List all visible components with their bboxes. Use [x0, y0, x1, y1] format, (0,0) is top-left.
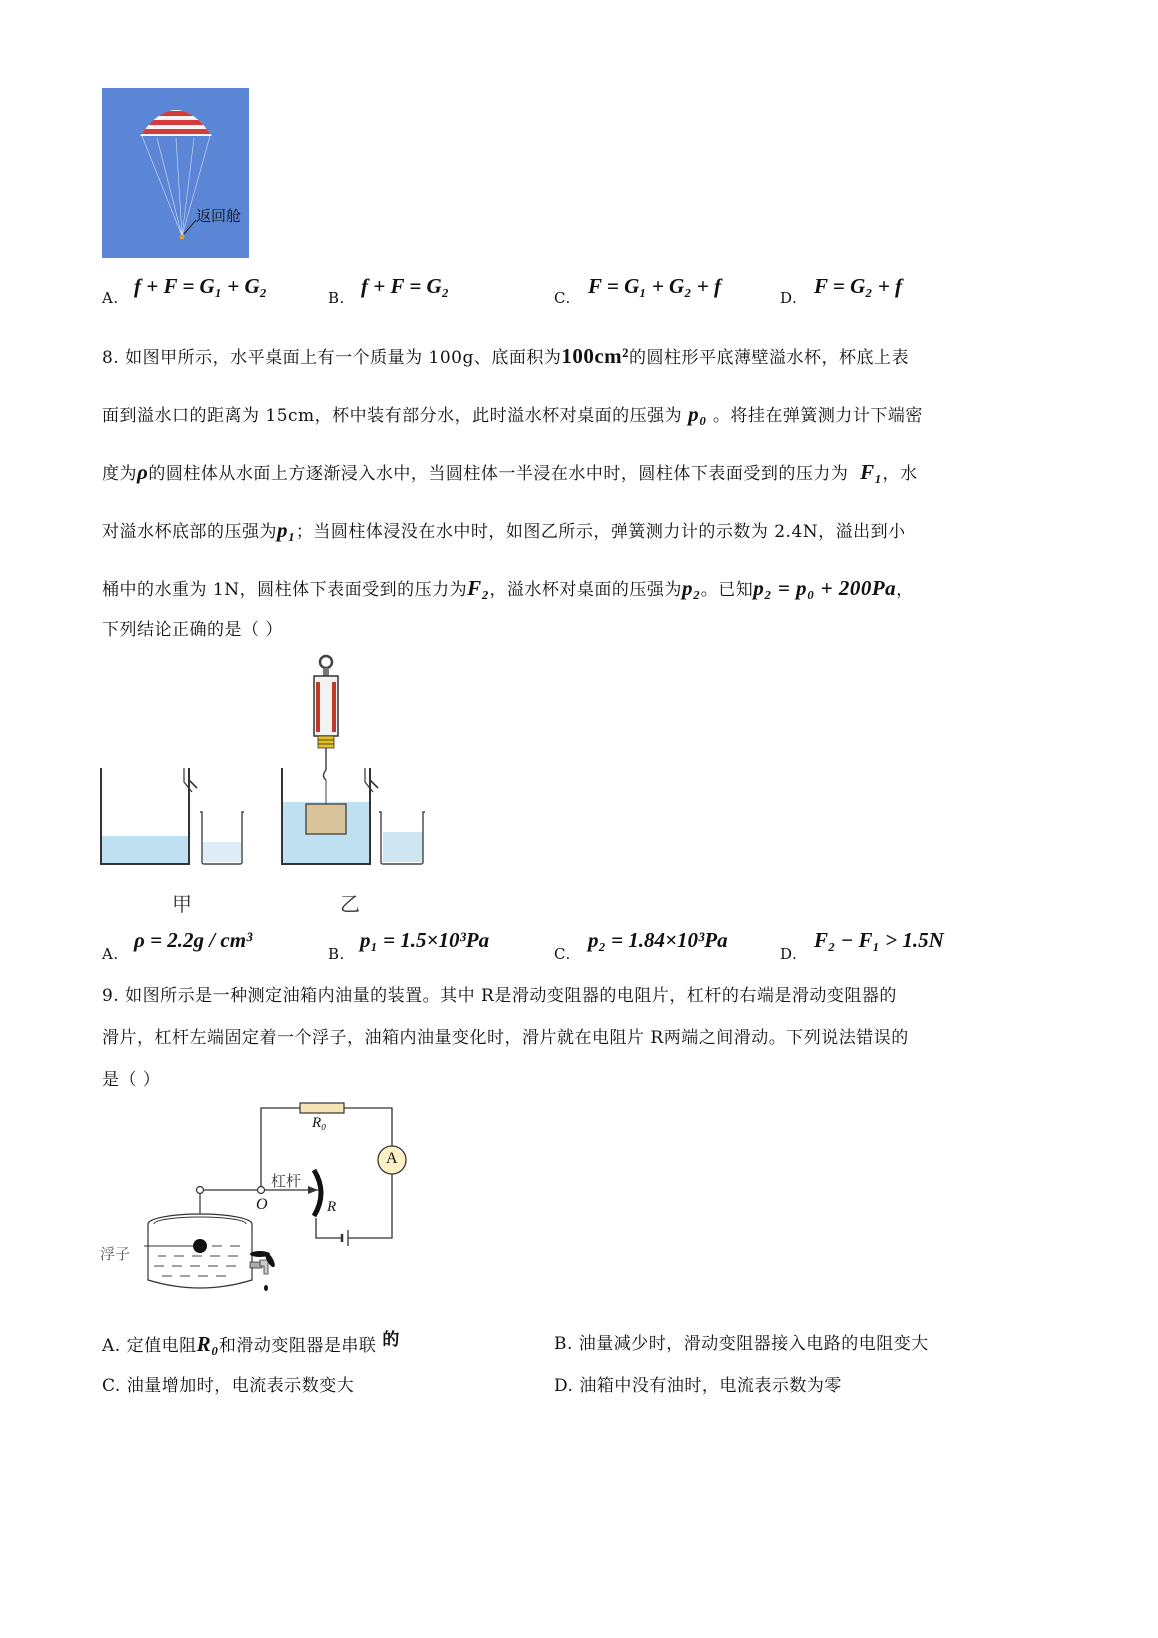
overflow-cup-figure [100, 652, 440, 917]
q7-option-a-formula: f + F = G₁ + G₂ [134, 274, 267, 298]
q7-option-b-letter: B. [328, 289, 345, 307]
q9-option-d: D. 油箱中没有油时，电流表示数为零 [554, 1376, 842, 1396]
q7-option-d-formula: F = G₂ + f [814, 274, 903, 298]
q8-p1: p₁ [277, 518, 296, 542]
q8-option-c-letter: C. [554, 945, 571, 963]
q8-line-1: 8. 如图甲所示，水平桌面上有一个质量为 100g、底面积为100cm²的圆柱形平底薄壁溢水杯，杯底上表 [102, 344, 909, 368]
pivot-label: O [256, 1196, 268, 1213]
q8-option-b-letter: B. [328, 945, 345, 963]
parachute-figure [102, 88, 249, 258]
q8-line-6: 下列结论正确的是（ ） [102, 620, 283, 640]
float-label: 浮子 [100, 1245, 131, 1263]
q8-rho: ρ [137, 460, 149, 484]
q8-option-d-formula: F₂ − F₁ > 1.5N [814, 928, 944, 952]
q9-line-3: 是（ ） [102, 1070, 161, 1090]
q8-line-4: 对溢水杯底部的压强为p₁；当圆柱体浸没在水中时，如图乙所示，弹簧测力计的示数为 2.4N，溢出到小 [102, 518, 906, 542]
q9-line-2: 滑片，杠杆左端固定着一个浮子，油箱内油量变化时，滑片就在电阻片 R两端之间滑动。下列说法错误的 [102, 1028, 909, 1048]
q7-option-c-formula: F = G₁ + G₂ + f [588, 274, 721, 298]
q8-line-5: 桶中的水重为 1N，圆柱体下表面受到的压力为F₂，溢水杯对桌面的压强为p₂。已知p₂ = p₀ + 200Pa， [102, 576, 914, 600]
q8-area: 100cm² [561, 344, 629, 368]
q8-p0: p₀ [688, 402, 707, 426]
q7-option-c-letter: C. [554, 289, 571, 307]
q8-line-3: 度为ρ的圆柱体从水面上方逐渐浸入水中，当圆柱体一半浸在水中时，圆柱体下表面受到的压力为 F₁，水 [102, 460, 918, 484]
q8-line-2: 面到溢水口的距离为 15cm，杯中装有部分水，此时溢水杯对桌面的压强为 p₀ 。将挂在弹簧测力计下端密 [102, 402, 923, 426]
q8-option-c-formula: p₂ = 1.84×10³Pa [588, 928, 728, 952]
q8-option-b-formula: p₁ = 1.5×10³Pa [360, 928, 490, 952]
q8-given: p₂ = p₀ + 200Pa [753, 576, 897, 600]
q8-option-a-letter: A. [102, 945, 119, 963]
r0-label: R₀ [312, 1115, 327, 1131]
q7-option-d-letter: D. [780, 289, 798, 307]
q9-option-a: A. 定值电阻R₀和滑动变阻器是串联 的 [102, 1330, 400, 1356]
q7-option-a-letter: A. [102, 289, 119, 307]
q9-option-c: C. 油量增加时，电流表示数变大 [102, 1376, 355, 1396]
q8-option-a-formula: ρ = 2.2g / cm³ [134, 928, 253, 952]
q7-option-b-formula: f + F = G₂ [361, 274, 450, 298]
q9-r0-symbol: R₀ [196, 1332, 219, 1356]
q9-line-1: 9. 如图所示是一种测定油箱内油量的装置。其中 R是滑动变阻器的电阻片，杠杆的右端是滑动变阻器的 [102, 986, 897, 1006]
lever-label: 杠杆 [271, 1172, 302, 1190]
q8-F2: F₂ [467, 576, 490, 600]
q8-p2: p₂ [681, 576, 701, 600]
figure-label-jia: 甲 [172, 892, 192, 916]
q8-option-d-letter: D. [780, 945, 798, 963]
ammeter-label: A [386, 1150, 398, 1167]
capsule-label: 返回舱 [196, 208, 242, 225]
q9-option-b: B. 油量减少时，滑动变阻器接入电路的电阻变大 [554, 1334, 929, 1354]
q8-F1: F₁ [860, 460, 883, 484]
figure-label-yi: 乙 [340, 892, 360, 916]
resistor-label: R [327, 1199, 337, 1215]
